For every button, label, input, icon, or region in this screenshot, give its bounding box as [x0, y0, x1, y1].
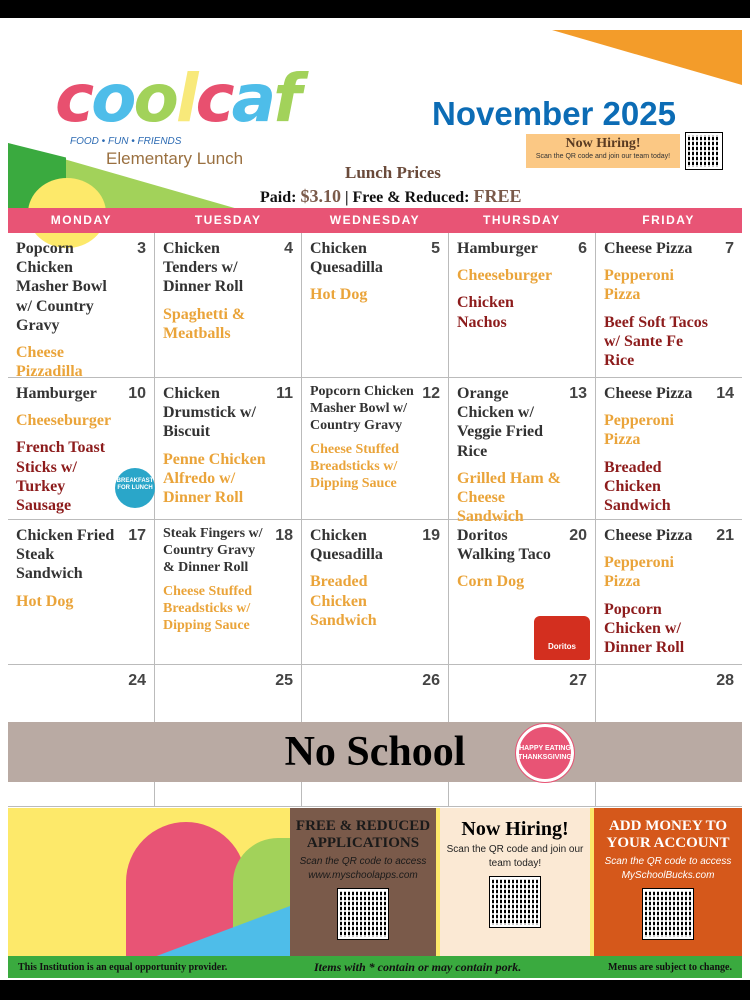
day-number: 7 — [725, 240, 734, 257]
day-wednesday: WEDNESDAY — [329, 213, 421, 227]
menu-item: Chicken Quesadilla — [310, 240, 383, 277]
day-thursday: THURSDAY — [483, 213, 561, 227]
menu-item: Doritos Walking Taco — [457, 527, 551, 564]
menu-item: Spaghetti & Meatballs — [163, 305, 246, 342]
day-cell — [596, 520, 742, 664]
day-cell — [8, 233, 155, 381]
day-number: 18 — [275, 527, 293, 544]
day-number: 11 — [276, 385, 293, 402]
thanksgiving-badge — [516, 724, 574, 782]
day-cell — [596, 233, 742, 377]
menu-item: Hamburger — [457, 240, 538, 257]
day-number: 27 — [569, 672, 587, 689]
menu-item: Chicken Quesadilla — [310, 527, 383, 564]
day-friday: FRIDAY — [642, 213, 695, 227]
day-number: 24 — [128, 672, 146, 689]
thanksgiving-badge-text: HAPPY EATING THANKSGIVING — [518, 745, 572, 761]
menu-item: Cheese Pizzadilla — [16, 343, 83, 381]
menu-item: Grilled Ham & Cheese Sandwich — [457, 469, 561, 526]
free-label: Free & Reduced: — [352, 189, 470, 206]
menu-item: Pepperoni Pizza — [604, 554, 674, 591]
footer-disclaimer: Menus are subject to change. — [608, 961, 732, 973]
separator: | — [344, 189, 349, 206]
week-row — [8, 520, 742, 665]
day-number: 4 — [284, 240, 293, 257]
hiring-title: Now Hiring! — [565, 136, 641, 151]
day-cell — [155, 233, 302, 377]
menu-item: Steak Fingers w/ Country Gravy & Dinner Roll — [163, 526, 263, 575]
qr-code-icon[interactable] — [686, 133, 722, 169]
day-number: 10 — [128, 385, 146, 402]
day-number: 20 — [569, 527, 587, 544]
weekday-header — [8, 208, 742, 233]
menu-item: Breaded Chicken Sandwich — [310, 573, 377, 629]
logo-letter: f — [273, 60, 299, 137]
menu-item: Cheese Pizza — [604, 527, 693, 544]
day-number: 5 — [431, 240, 440, 257]
menu-item: Corn Dog — [457, 573, 525, 591]
qr-code-icon[interactable] — [490, 877, 540, 927]
day-cell — [8, 520, 155, 664]
decor-orange-triangle — [552, 30, 742, 85]
qr-code-icon[interactable] — [643, 889, 693, 939]
now-hiring-panel — [440, 808, 590, 956]
menu-item: Cheese Stuffed Breadsticks w/ Dipping Sauce — [163, 584, 253, 633]
day-cell — [302, 233, 449, 377]
menu-item: French Toast Sticks w/ Turkey Sausage — [16, 439, 106, 514]
footer — [8, 956, 742, 978]
calendar-grid — [8, 233, 742, 807]
day-number: 19 — [422, 527, 440, 544]
menu-item: Chicken Tenders w/ Dinner Roll — [163, 240, 244, 296]
panel-text: Scan the QR code and join our team today! — [446, 844, 584, 869]
qr-code-icon[interactable] — [338, 889, 388, 939]
day-number: 25 — [275, 672, 293, 689]
logo-letter: c — [195, 60, 232, 137]
menu-item: Hot Dog — [16, 592, 74, 610]
footer-equal-opportunity: This Institution is an equal opportunity provider. — [18, 961, 228, 973]
paid-label: Paid: — [260, 189, 297, 206]
menu-page — [0, 18, 750, 980]
day-number: 26 — [422, 672, 440, 689]
coolcaf-logo — [55, 60, 299, 137]
doritos-bag-icon: Doritos — [534, 616, 590, 660]
menu-item: Cheeseburger — [16, 412, 112, 430]
hiring-text: Scan the QR code and join our team today! — [535, 153, 671, 160]
paid-value: $3.10 — [300, 186, 341, 206]
menu-item: Penne Chicken Alfredo w/ Dinner Roll — [163, 450, 266, 506]
day-number: 14 — [716, 385, 734, 402]
day-cell — [449, 378, 596, 526]
logo-letter: a — [231, 60, 274, 137]
logo-letter: l — [175, 60, 196, 137]
menu-item: Chicken Fried Steak Sandwich — [16, 527, 115, 583]
day-number: 17 — [128, 527, 146, 544]
panel-text: Scan the QR code to access MySchoolBucks.com — [604, 855, 732, 881]
menu-item: Popcorn Chicken w/ Dinner Roll — [604, 600, 685, 656]
day-number: 21 — [716, 527, 734, 544]
menu-item: Cheeseburger — [457, 267, 553, 285]
menu-item: Breaded Chicken Sandwich — [604, 458, 671, 514]
menu-item: Popcorn Chicken Masher Bowl w/ Country Gravy — [310, 384, 414, 433]
menu-item: Hamburger — [16, 385, 97, 402]
day-cell — [302, 520, 449, 664]
day-cell — [449, 233, 596, 377]
menu-item: Cheese Pizza — [604, 240, 693, 257]
menu-item: Pepperoni Pizza — [604, 267, 674, 304]
day-cell — [155, 520, 302, 664]
free-reduced-panel — [290, 808, 436, 956]
menu-item: Pepperoni Pizza — [604, 412, 674, 449]
menu-item: Popcorn Chicken Masher Bowl w/ Country Gravy — [16, 240, 107, 334]
day-number: 12 — [422, 385, 440, 402]
logo-letter: o — [133, 60, 176, 137]
day-number: 3 — [137, 240, 146, 257]
logo-letter: c — [55, 60, 92, 137]
menu-item: Chicken Nachos — [457, 294, 514, 331]
logo-letter: o — [91, 60, 134, 137]
day-cell — [302, 378, 449, 519]
panel-title: Now Hiring! — [461, 818, 569, 840]
prices-line — [260, 186, 522, 208]
day-number: 6 — [578, 240, 587, 257]
panel-text: Scan the QR code to access www.myschoolapps.com — [299, 855, 427, 881]
hiring-banner — [526, 134, 680, 168]
panel-title: FREE & REDUCED APPLICATIONS — [295, 818, 431, 852]
free-value: FREE — [473, 186, 522, 206]
menu-item: Hot Dog — [310, 286, 368, 304]
prices-title: Lunch Prices — [345, 163, 441, 182]
day-monday: MONDAY — [50, 213, 113, 227]
breakfast-for-lunch-badge: BREAKFAST FOR LUNCH — [115, 468, 155, 508]
info-section — [8, 808, 742, 956]
menu-item: Cheese Pizza — [604, 385, 693, 402]
menu-item: Cheese Stuffed Breadsticks w/ Dipping Sauce — [310, 442, 400, 491]
no-school-banner: No School — [8, 722, 742, 782]
logo-tagline: FOOD • FUN • FRIENDS — [70, 136, 182, 147]
panel-title: ADD MONEY TO YOUR ACCOUNT — [606, 818, 730, 852]
day-cell — [596, 378, 742, 519]
day-number: 13 — [569, 385, 587, 402]
month-title: November 2025 — [432, 95, 676, 132]
week-row — [8, 233, 742, 381]
menu-item: Beef Soft Tacos w/ Sante Fe Rice — [604, 313, 708, 369]
day-tuesday: TUESDAY — [194, 213, 262, 227]
day-cell — [155, 378, 302, 519]
menu-item: Orange Chicken w/ Veggie Fried Rice — [457, 385, 544, 460]
day-number: 28 — [716, 672, 734, 689]
add-money-panel — [594, 808, 742, 956]
menu-item: Chicken Drumstick w/ Biscuit — [163, 385, 256, 441]
footer-pork-note: Items with * contain or may contain pork. — [313, 959, 522, 974]
subtitle: Elementary Lunch — [106, 149, 244, 168]
